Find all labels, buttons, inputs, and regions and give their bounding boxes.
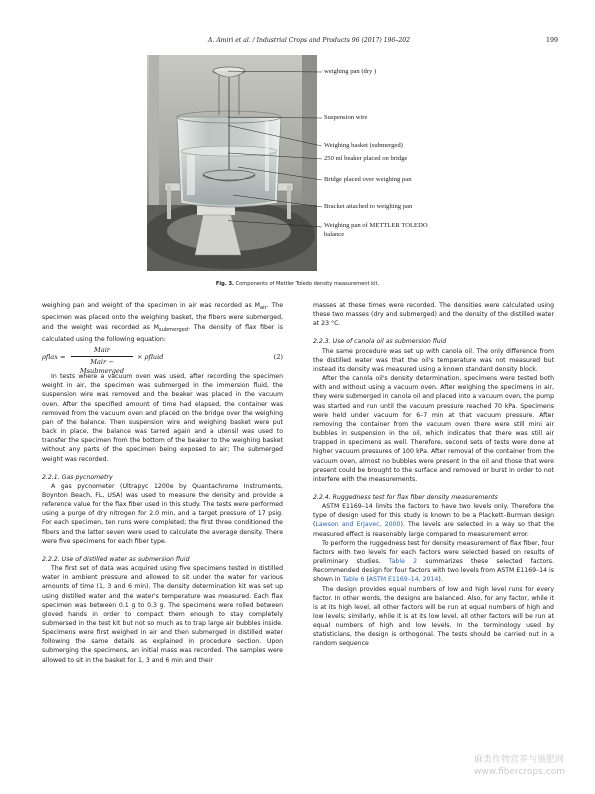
equation-rhs: × ρfluid: [137, 353, 164, 362]
right-column: [313, 301, 554, 649]
table-6-link[interactable]: Table 6: [342, 576, 365, 584]
section-heading-canola-oil: 2.2.3. Use of canola oil as submersion fluid: [313, 338, 447, 346]
equation-denominator: Mair − Msubmerged: [79, 358, 125, 376]
paragraph-masses: masses at these times were recorded. The densities were calculated using these two masses (dry and submerged) and the density of the distilled water at 23 °C.: [313, 302, 554, 328]
paragraph-canola-procedure: The same procedure was set up with canola oil. The only difference from the distilled water was that the oil's temperature was not measured but instead its density was measured using a known standard density block.: [313, 347, 554, 373]
density-equation: [42, 346, 283, 376]
section-heading-ruggedness: 2.2.4. Ruggedness test for flax fiber density measurements: [313, 493, 498, 501]
site-watermark: [474, 754, 594, 778]
section-heading-distilled-water: 2.2.2. Use of distilled water as submersion fluid: [42, 555, 190, 563]
label-weighing-basket: Weighing basket (submerged): [324, 142, 403, 149]
equation-lhs: ρflax =: [42, 353, 66, 362]
label-suspension-wire: Suspension wire: [324, 114, 368, 121]
paragraph-intro: weighing pan and weight of the specimen in air was recorded as $M_{air}$. The specimen was placed onto the weighing basket, the fibers were submerged, and the weight was recorded as $M_{submerged}$. The density of flax fiber is calculated using the following equation:: [42, 302, 283, 343]
section-heading-gas-pycnometry: 2.2.1. Gas pycnometry: [42, 473, 113, 481]
label-beaker: 250 ml beaker placed on bridge: [324, 155, 408, 162]
paragraph-distilled-water: The first set of data was acquired using five specimens tested in distilled water in ambient pressure and allowed to sit under the water for various amounts of time (1, 3 and 6 min). The density determination kit was set up using distilled water and the water's temperature was measured. Each flax specimen was between 0.1 g to 0.3 g. The specimens were rolled between gloved hands in order to compact them enough to stay completely submersed in the test kit but not so much as to trap large air bubbles inside. Specimens were first weighed in air and then submerged in distilled water following the same details as explained in procedure section. Upon submerging the specimens, an initial mass was recorded. The samples were allowed to sit in the basket for 1, 3 and 6 min and their: [42, 565, 283, 664]
paragraph-vacuum: In tests where a vacuum oven was used, after recording the specimen weight in air, the specimen was submerged in the immersion fluid, the suspension wire was removed and the beaker was placed in the vacuum oven. After the specified amount of time had elapsed, the container was removed from the vacuum oven and placed on the bridge over the weighing pan of the balance. Then suspension wire and weighing basket were put back in place, the balance was tarred again and a utensil was used to transfer the specimen from the bottom of the beaker to the weighing basket without any parts of the specimen being exposed to air; The submerged weight was recorded.: [42, 373, 283, 463]
figure-photo: [147, 55, 317, 271]
density-kit-photo: [147, 55, 317, 271]
page-number: 199: [545, 37, 558, 44]
label-weighing-pan-dry: weighing pan (dry ): [324, 68, 377, 75]
caption-text: Components of Mettler Toledo density measurement kit.: [235, 281, 380, 287]
paragraph-gas-pycnometry: A gas pycnometer (Ultrapyc 1200e by Quantachrome Instruments, Boynton Beach, FL, USA) was used to measure the density and provide a reference value for the flax fiber used in this study. The tests were performed using a purge of dry nitrogen for 2.0 min, and a target pressure of 17 psig. For each specimen, ten runs were completed; the first three conditioned the fibers and the latter seven were used to calculate the average density. There were five specimens for each fiber type.: [42, 482, 283, 545]
journal-citation: A. Amiri et al. / Industrial Crops and Products 96 (2017) 196–202: [208, 37, 410, 44]
table-2-link[interactable]: Table 2: [388, 558, 418, 566]
paragraph-factors: To perform the ruggedness test for density measurement of flax fiber, four factors with two levels for each factors were selected based on results of preliminary studies. Table 2 summarizes these selected factors. Recommended design for four factors with two levels from ASTM E1169–14 is shown in Table 6 (ASTM E1169–14, 2014).: [313, 539, 554, 584]
label-bracket: Bracket attached to weighing pan: [324, 203, 413, 210]
label-balance: balance: [324, 231, 345, 238]
label-bridge: Bridge placed over weighing pan: [324, 176, 412, 183]
label-balance-pan: Weighing pan of METTLER TOLEDO: [324, 222, 428, 229]
citation-link-lawson[interactable]: Lawson and Erjavec, 2000: [315, 521, 401, 529]
paragraph-astm-limits: ASTM E1169–14 limits the factors to have two levels only. Therefore the type of design used for this study is known to be a Plackett–Burman design (Lawson and Erjavec, 2000). The levels are selected in a way so that the measured effect is reasonably large compared to measurement error.: [313, 503, 555, 538]
watermark-url: www.fibercrops.com: [474, 767, 565, 777]
watermark-chinese: 麻类作物营养与施肥网: [474, 755, 565, 765]
equation-numerator: Mair: [71, 346, 133, 357]
citation-link-astm[interactable]: ASTM E1169–14, 2014: [368, 576, 439, 584]
figure-caption: [0, 281, 595, 287]
paragraph-design-balance: The design provides equal numbers of low and high level runs for every factor. In other words, the designs are balanced. Also, for any factor, while it is at its high level, all other factors will be run at equal numbers of high and low levels; similarly, while it is at its low level, all other factors will be run at equal numbers of high and low levels. In the terminology used by statisticians, the design is orthogonal. The tests should be carried out in a random sequence: [313, 585, 554, 648]
equation-number: (2): [273, 353, 283, 362]
running-header: [48, 37, 558, 47]
left-column: [42, 301, 283, 665]
equation-fraction: [71, 346, 133, 376]
paragraph-canola-vacuum: After the canola oil's density determination, specimens were tested both with and without using a vacuum oven. After weighing the specimens in air, they were submerged in canola oil and placed into a vacuum oven, the pump was started and run until the vacuum pressure reached 70 kPa. Specimens were held under vacuum for 6–7 min at that vacuum pressure. After removing the container from the vacuum oven there were still mini air bubbles in suspension in the oil, which indicates that there was still air trapped in specimens as well. Therefore, second sets of tests were done at higher vacuum pressures of 100 kPa. After removal of the container from the vacuum oven, almost no bubbles were present in the oil and those that were present could be brought to the surface and removed or burst in order to not interfere with the measurements.: [313, 375, 554, 483]
caption-label: Fig. 3.: [215, 281, 234, 287]
